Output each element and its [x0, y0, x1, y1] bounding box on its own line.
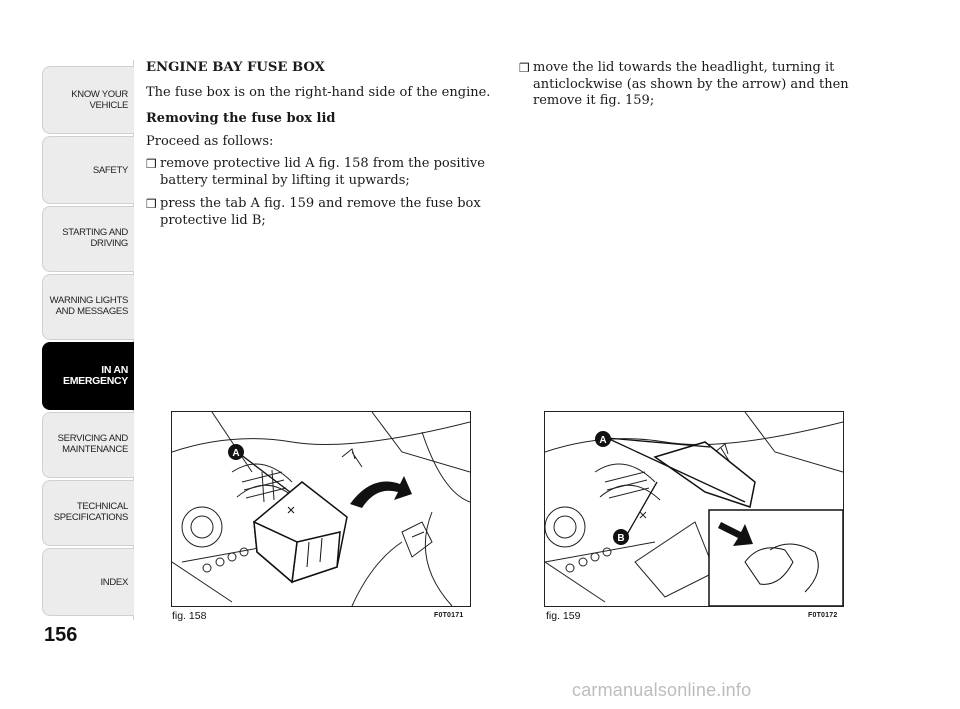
tab-label: TECHNICAL SPECIFICATIONS	[53, 501, 128, 523]
tab-know-your-vehicle[interactable]	[42, 66, 134, 134]
tab-label: WARNING LIGHTS AND MESSAGES	[49, 295, 128, 317]
figure-158-code: F0T0171	[434, 612, 464, 619]
tab-starting-and-driving[interactable]	[42, 206, 134, 272]
callout-a-label: A	[599, 435, 607, 446]
engine-bay-illustration-158	[172, 412, 470, 606]
sub-heading: Removing the fuse box lid	[146, 111, 336, 126]
figure-159-code: F0T0172	[808, 612, 838, 619]
tab-label: SAFETY	[92, 165, 128, 176]
tab-label: SERVICING AND MAINTENANCE	[57, 433, 128, 455]
tab-safety[interactable]	[42, 136, 134, 204]
page-number: 156	[44, 624, 78, 646]
proceed-text: Proceed as follows:	[146, 133, 274, 149]
tab-label: STARTING AND DRIVING	[62, 227, 128, 249]
tab-index[interactable]	[42, 548, 134, 616]
tab-warning-lights[interactable]	[42, 274, 134, 340]
watermark: carmanualsonline.info	[572, 680, 752, 700]
list-item-text: move the lid towards the headlight, turning it anticlockwise (as shown by the arrow) and then remove it fig. 159;	[533, 60, 849, 108]
intro-paragraph: The fuse box is on the right-hand side of the engine.	[146, 84, 491, 100]
right-column	[519, 60, 849, 117]
figure-159-caption: fig. 159	[546, 610, 581, 622]
callout-b-label: B	[617, 533, 625, 544]
left-column	[146, 60, 496, 236]
figure-159	[544, 411, 844, 607]
callout-a-label: A	[232, 448, 240, 459]
list-item	[146, 196, 496, 229]
checkbox-bullet-icon: ❒	[519, 61, 530, 75]
tab-label: INDEX	[100, 577, 128, 588]
tab-label: KNOW YOUR VEHICLE	[71, 89, 128, 111]
tab-label: IN AN EMERGENCY	[63, 364, 128, 387]
list-item	[146, 156, 496, 189]
section-heading: ENGINE BAY FUSE BOX	[146, 60, 325, 75]
engine-bay-illustration-159	[545, 412, 843, 606]
tab-in-an-emergency[interactable]	[42, 342, 134, 410]
tab-technical-specifications[interactable]	[42, 480, 134, 546]
list-item-text: press the tab A fig. 159 and remove the fuse box protective lid B;	[160, 196, 481, 228]
list-item-text: remove protective lid A fig. 158 from the positive battery terminal by lifting it upwards;	[160, 156, 485, 188]
checkbox-bullet-icon: ❒	[146, 157, 157, 171]
list-item	[519, 60, 849, 110]
figure-158-caption: fig. 158	[172, 610, 207, 622]
tab-servicing-and-maintenance[interactable]	[42, 412, 134, 478]
figure-158	[171, 411, 471, 607]
inset-detail	[709, 510, 843, 606]
checkbox-bullet-icon: ❒	[146, 197, 157, 211]
rotation-arrow-icon	[350, 476, 412, 508]
